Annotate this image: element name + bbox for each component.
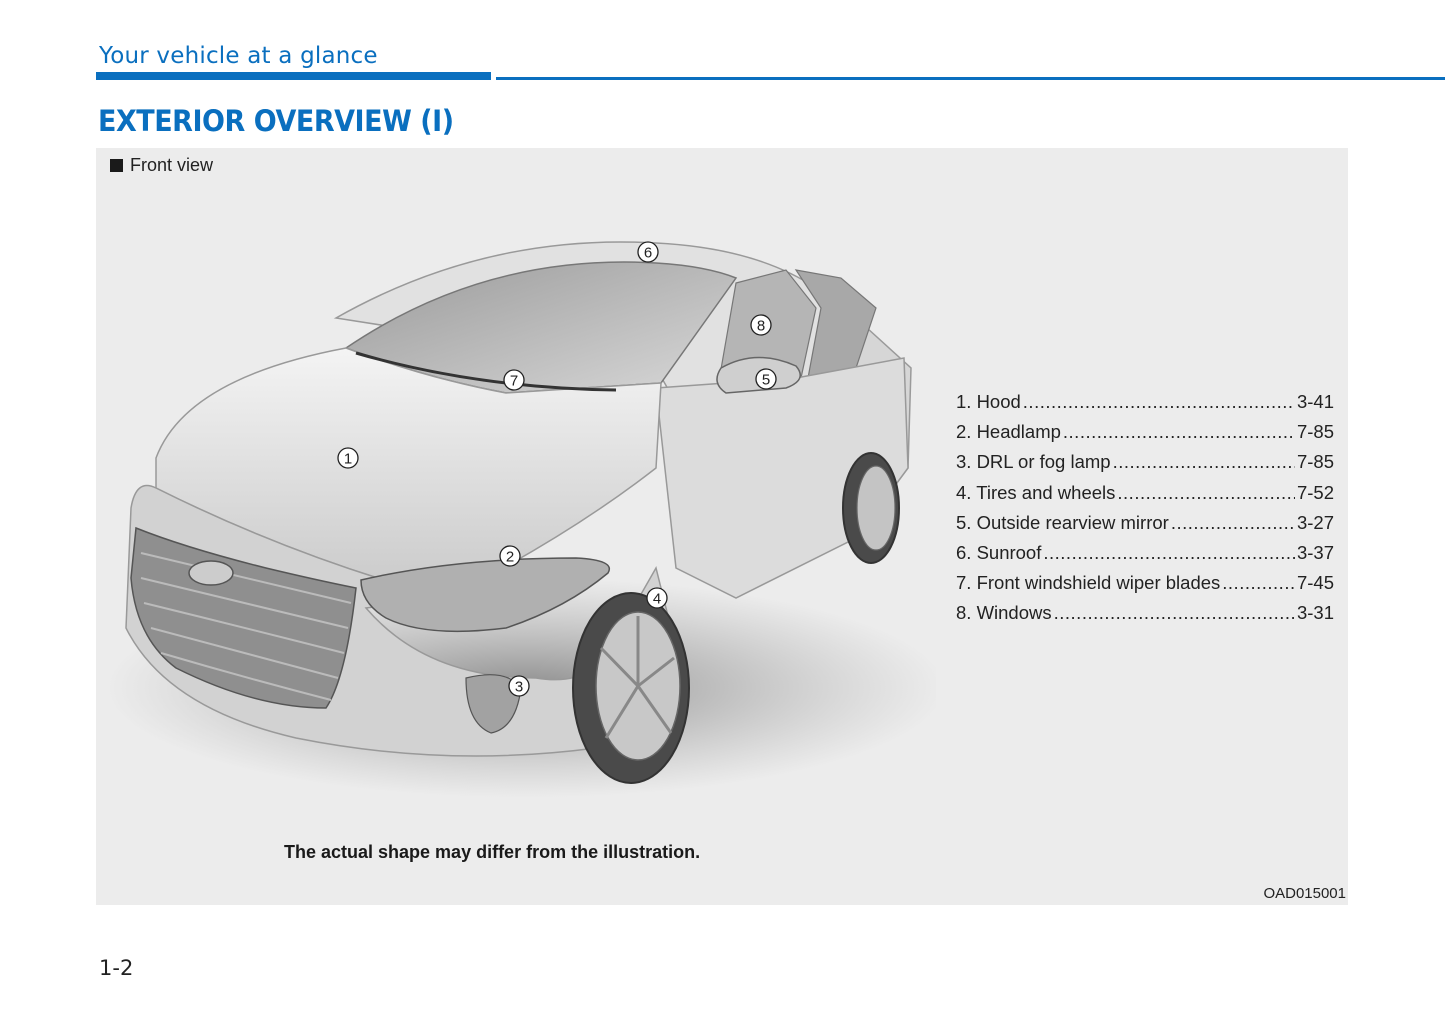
callout-8 — [751, 315, 771, 335]
callout-5 — [756, 369, 776, 389]
parts-legend — [956, 387, 1334, 629]
legend-item — [956, 568, 1334, 598]
illustration-code: OAD015001 — [1263, 885, 1346, 902]
legend-item-page: 3-41 — [1296, 391, 1334, 412]
legend-item-name: 1. Hood — [956, 391, 1021, 412]
legend-item-name: 3. DRL or fog lamp — [956, 451, 1111, 473]
leader-dots — [1043, 538, 1295, 568]
illustration-disclaimer: The actual shape may differ from the illustration. — [284, 842, 701, 862]
legend-item-page: 7-52 — [1296, 481, 1334, 503]
bullet-square-icon — [110, 159, 123, 172]
legend-item-page: 3-37 — [1296, 541, 1334, 563]
callout-4 — [647, 588, 667, 608]
page-number: 1-2 — [99, 956, 134, 980]
svg-text:5: 5 — [761, 371, 771, 389]
figure-panel — [96, 148, 1348, 905]
svg-text:1: 1 — [343, 450, 353, 468]
legend-item-name: 2. Headlamp — [956, 421, 1061, 443]
legend-item — [956, 508, 1334, 538]
leader-dots — [1063, 417, 1295, 447]
section-label: Your vehicle at a glance — [99, 43, 378, 69]
svg-text:4: 4 — [652, 590, 662, 608]
legend-item-page: 3-27 — [1296, 511, 1334, 533]
callout-1 — [338, 448, 358, 468]
leader-dots — [1171, 508, 1295, 538]
legend-item-page: 3-31 — [1296, 602, 1334, 624]
callout-6 — [638, 242, 658, 262]
legend-item-name: 5. Outside rearview mirror — [956, 511, 1169, 533]
view-label-text: Front view — [130, 155, 214, 175]
leader-dots — [1113, 447, 1295, 477]
legend-item-name: 6. Sunroof — [956, 541, 1042, 563]
badge-logo — [189, 561, 233, 585]
svg-text:2: 2 — [505, 548, 515, 566]
legend-item — [956, 538, 1334, 568]
legend-item-name: 8. Windows — [956, 602, 1052, 624]
legend-item-name: 4. Tires and wheels — [956, 481, 1116, 503]
leader-dots — [1222, 568, 1295, 598]
legend-item-page: 7-45 — [1296, 572, 1334, 594]
svg-text:6: 6 — [643, 244, 653, 262]
rear-wheel — [857, 466, 895, 550]
leader-dots — [1023, 387, 1295, 417]
header-rule-thick — [96, 72, 491, 80]
legend-item — [956, 447, 1334, 477]
svg-text:3: 3 — [514, 678, 524, 696]
legend-item — [956, 417, 1334, 447]
legend-item — [956, 387, 1334, 417]
page-title: EXTERIOR OVERVIEW (I) — [98, 104, 454, 138]
callout-2 — [500, 546, 520, 566]
legend-item — [956, 598, 1334, 628]
callout-3 — [509, 676, 529, 696]
leader-dots — [1054, 598, 1295, 628]
svg-text:8: 8 — [756, 317, 766, 335]
svg-text:7: 7 — [509, 372, 519, 390]
leader-dots — [1117, 478, 1295, 508]
car-illustration — [96, 208, 936, 808]
legend-item-name: 7. Front windshield wiper blades — [956, 572, 1221, 594]
callout-7 — [504, 370, 524, 390]
legend-item-page: 7-85 — [1296, 421, 1334, 443]
view-label — [110, 155, 213, 176]
legend-item-page: 7-85 — [1296, 451, 1334, 473]
legend-item — [956, 478, 1334, 508]
header-rule-thin — [496, 77, 1445, 80]
